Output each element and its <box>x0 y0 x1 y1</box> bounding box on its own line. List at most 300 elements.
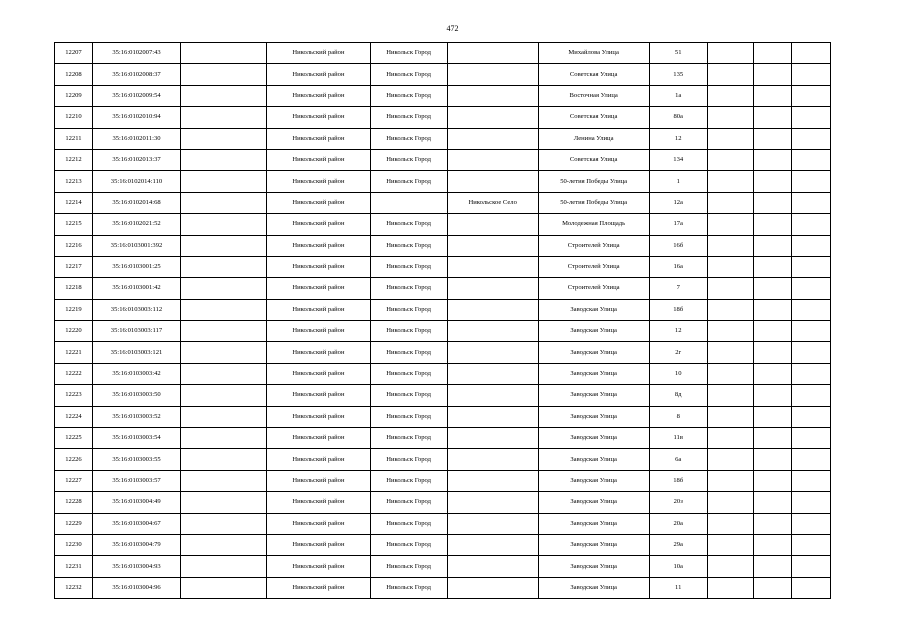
blank-cell <box>754 256 792 277</box>
cadastral-number-cell: 35:16:0103004:67 <box>92 513 180 534</box>
district-cell: Никольский район <box>267 342 371 363</box>
district-cell: Никольский район <box>267 363 371 384</box>
blank-cell <box>707 107 753 128</box>
street-cell: Советская Улица <box>538 149 649 170</box>
blank-cell <box>181 385 267 406</box>
street-cell: Строителей Улица <box>538 235 649 256</box>
table-row <box>55 149 831 170</box>
blank-cell <box>181 128 267 149</box>
house-number-cell: 20а <box>649 513 707 534</box>
house-number-cell: 12а <box>649 192 707 213</box>
city-cell: Никольск Город <box>370 406 447 427</box>
blank-cell <box>791 342 830 363</box>
cadastral-number-cell: 35:16:0103003:112 <box>92 299 180 320</box>
blank-cell <box>181 149 267 170</box>
village-cell <box>447 492 538 513</box>
blank-cell <box>791 278 830 299</box>
house-number-cell: 7 <box>649 278 707 299</box>
blank-cell <box>754 171 792 192</box>
city-cell: Никольск Город <box>370 385 447 406</box>
blank-cell <box>707 556 753 577</box>
house-number-cell: 2г <box>649 342 707 363</box>
cadastral-number-cell: 35:16:0103004:93 <box>92 556 180 577</box>
blank-cell <box>754 85 792 106</box>
blank-cell <box>707 513 753 534</box>
house-number-cell: 16б <box>649 235 707 256</box>
district-cell: Никольский район <box>267 556 371 577</box>
house-number-cell: 11 <box>649 577 707 598</box>
village-cell <box>447 278 538 299</box>
blank-cell <box>707 406 753 427</box>
blank-cell <box>707 577 753 598</box>
blank-cell <box>707 149 753 170</box>
house-number-cell: 80а <box>649 107 707 128</box>
blank-cell <box>181 492 267 513</box>
blank-cell <box>754 470 792 491</box>
table-row <box>55 428 831 449</box>
blank-cell <box>791 299 830 320</box>
blank-cell <box>754 577 792 598</box>
house-number-cell: 16а <box>649 256 707 277</box>
street-cell: 50-летия Победы Улица <box>538 192 649 213</box>
blank-cell <box>754 107 792 128</box>
city-cell: Никольск Город <box>370 513 447 534</box>
table-row <box>55 214 831 235</box>
city-cell: Никольск Город <box>370 85 447 106</box>
cadastral-number-cell: 35:16:0102009:54 <box>92 85 180 106</box>
street-cell: Восточная Улица <box>538 85 649 106</box>
record-number-cell: 12222 <box>55 363 93 384</box>
blank-cell <box>754 43 792 64</box>
house-number-cell: 6а <box>649 449 707 470</box>
blank-cell <box>791 85 830 106</box>
blank-cell <box>754 363 792 384</box>
district-cell: Никольский район <box>267 449 371 470</box>
blank-cell <box>791 428 830 449</box>
street-cell: Заводская Улица <box>538 428 649 449</box>
cadastral-number-cell: 35:16:0103003:57 <box>92 470 180 491</box>
blank-cell <box>707 256 753 277</box>
table-row <box>55 363 831 384</box>
city-cell: Никольск Город <box>370 577 447 598</box>
blank-cell <box>707 192 753 213</box>
village-cell <box>447 64 538 85</box>
cadastral-number-cell: 35:16:0102008:37 <box>92 64 180 85</box>
record-number-cell: 12218 <box>55 278 93 299</box>
district-cell: Никольский район <box>267 513 371 534</box>
blank-cell <box>707 278 753 299</box>
record-number-cell: 12219 <box>55 299 93 320</box>
record-number-cell: 12211 <box>55 128 93 149</box>
street-cell: Заводская Улица <box>538 577 649 598</box>
blank-cell <box>754 534 792 555</box>
district-cell: Никольский район <box>267 107 371 128</box>
city-cell: Никольск Город <box>370 363 447 384</box>
house-number-cell: 134 <box>649 149 707 170</box>
registry-table-body <box>55 43 831 599</box>
house-number-cell: 1 <box>649 171 707 192</box>
district-cell: Никольский район <box>267 43 371 64</box>
city-cell: Никольск Город <box>370 449 447 470</box>
blank-cell <box>181 192 267 213</box>
blank-cell <box>754 214 792 235</box>
house-number-cell: 18б <box>649 470 707 491</box>
village-cell <box>447 85 538 106</box>
house-number-cell: 17а <box>649 214 707 235</box>
cadastral-number-cell: 35:16:0102010:94 <box>92 107 180 128</box>
city-cell: Никольск Город <box>370 214 447 235</box>
table-row <box>55 342 831 363</box>
village-cell <box>447 406 538 427</box>
blank-cell <box>181 107 267 128</box>
district-cell: Никольский район <box>267 192 371 213</box>
blank-cell <box>754 278 792 299</box>
cadastral-number-cell: 35:16:0103003:55 <box>92 449 180 470</box>
district-cell: Никольский район <box>267 492 371 513</box>
cadastral-number-cell: 35:16:0103001:25 <box>92 256 180 277</box>
table-row <box>55 128 831 149</box>
blank-cell <box>181 577 267 598</box>
table-row <box>55 235 831 256</box>
cadastral-number-cell: 35:16:0103004:49 <box>92 492 180 513</box>
blank-cell <box>707 321 753 342</box>
city-cell: Никольск Город <box>370 107 447 128</box>
record-number-cell: 12217 <box>55 256 93 277</box>
city-cell: Никольск Город <box>370 342 447 363</box>
blank-cell <box>181 534 267 555</box>
blank-cell <box>791 556 830 577</box>
blank-cell <box>707 85 753 106</box>
blank-cell <box>754 321 792 342</box>
blank-cell <box>181 214 267 235</box>
table-row <box>55 85 831 106</box>
blank-cell <box>707 428 753 449</box>
blank-cell <box>791 577 830 598</box>
table-row <box>55 492 831 513</box>
village-cell <box>447 235 538 256</box>
district-cell: Никольский район <box>267 85 371 106</box>
blank-cell <box>181 406 267 427</box>
house-number-cell: 10а <box>649 556 707 577</box>
street-cell: Заводская Улица <box>538 449 649 470</box>
district-cell: Никольский район <box>267 577 371 598</box>
cadastral-number-cell: 35:16:0103003:42 <box>92 363 180 384</box>
blank-cell <box>791 43 830 64</box>
blank-cell <box>707 492 753 513</box>
table-row <box>55 321 831 342</box>
table-row <box>55 449 831 470</box>
city-cell: Никольск Город <box>370 171 447 192</box>
blank-cell <box>707 43 753 64</box>
district-cell: Никольский район <box>267 214 371 235</box>
table-row <box>55 577 831 598</box>
street-cell: Заводская Улица <box>538 299 649 320</box>
street-cell: Заводская Улица <box>538 534 649 555</box>
street-cell: Заводская Улица <box>538 492 649 513</box>
page-number: 472 <box>446 24 459 33</box>
table-row <box>55 385 831 406</box>
blank-cell <box>181 64 267 85</box>
cadastral-number-cell: 35:16:0103004:96 <box>92 577 180 598</box>
house-number-cell: 29а <box>649 534 707 555</box>
blank-cell <box>791 107 830 128</box>
street-cell: Заводская Улица <box>538 513 649 534</box>
street-cell: Строителей Улица <box>538 278 649 299</box>
table-row <box>55 299 831 320</box>
district-cell: Никольский район <box>267 256 371 277</box>
blank-cell <box>754 128 792 149</box>
village-cell: Никольское Село <box>447 192 538 213</box>
cadastral-number-cell: 35:16:0103001:392 <box>92 235 180 256</box>
blank-cell <box>791 256 830 277</box>
table-row <box>55 256 831 277</box>
district-cell: Никольский район <box>267 278 371 299</box>
table-row <box>55 43 831 64</box>
village-cell <box>447 385 538 406</box>
city-cell: Никольск Город <box>370 321 447 342</box>
house-number-cell: 8 <box>649 406 707 427</box>
blank-cell <box>707 534 753 555</box>
cadastral-number-cell: 35:16:0103001:42 <box>92 278 180 299</box>
cadastral-number-cell: 35:16:0103003:121 <box>92 342 180 363</box>
record-number-cell: 12208 <box>55 64 93 85</box>
registry-table <box>54 42 831 599</box>
village-cell <box>447 107 538 128</box>
street-cell: Заводская Улица <box>538 321 649 342</box>
record-number-cell: 12225 <box>55 428 93 449</box>
table-row <box>55 107 831 128</box>
record-number-cell: 12214 <box>55 192 93 213</box>
cadastral-number-cell: 35:16:0102021:52 <box>92 214 180 235</box>
city-cell <box>370 192 447 213</box>
village-cell <box>447 513 538 534</box>
record-number-cell: 12210 <box>55 107 93 128</box>
blank-cell <box>791 64 830 85</box>
blank-cell <box>754 492 792 513</box>
blank-cell <box>707 235 753 256</box>
blank-cell <box>791 449 830 470</box>
cadastral-number-cell: 35:16:0103004:79 <box>92 534 180 555</box>
blank-cell <box>791 171 830 192</box>
street-cell: Советская Улица <box>538 107 649 128</box>
city-cell: Никольск Город <box>370 556 447 577</box>
record-number-cell: 12207 <box>55 43 93 64</box>
village-cell <box>447 577 538 598</box>
district-cell: Никольский район <box>267 128 371 149</box>
village-cell <box>447 363 538 384</box>
village-cell <box>447 256 538 277</box>
blank-cell <box>754 64 792 85</box>
blank-cell <box>754 149 792 170</box>
village-cell <box>447 534 538 555</box>
district-cell: Никольский район <box>267 406 371 427</box>
street-cell: Михайлова Улица <box>538 43 649 64</box>
table-row <box>55 192 831 213</box>
blank-cell <box>181 235 267 256</box>
city-cell: Никольск Город <box>370 492 447 513</box>
blank-cell <box>707 214 753 235</box>
district-cell: Никольский район <box>267 235 371 256</box>
village-cell <box>447 171 538 192</box>
blank-cell <box>791 470 830 491</box>
blank-cell <box>754 342 792 363</box>
cadastral-number-cell: 35:16:0102013:37 <box>92 149 180 170</box>
cadastral-number-cell: 35:16:0103003:50 <box>92 385 180 406</box>
blank-cell <box>707 342 753 363</box>
blank-cell <box>754 235 792 256</box>
record-number-cell: 12229 <box>55 513 93 534</box>
cadastral-number-cell: 35:16:0102014:110 <box>92 171 180 192</box>
district-cell: Никольский район <box>267 171 371 192</box>
table-row <box>55 278 831 299</box>
cadastral-number-cell: 35:16:0102007:43 <box>92 43 180 64</box>
blank-cell <box>754 299 792 320</box>
record-number-cell: 12223 <box>55 385 93 406</box>
cadastral-number-cell: 35:16:0103003:52 <box>92 406 180 427</box>
record-number-cell: 12227 <box>55 470 93 491</box>
district-cell: Никольский район <box>267 64 371 85</box>
street-cell: Строителей Улица <box>538 256 649 277</box>
record-number-cell: 12212 <box>55 149 93 170</box>
village-cell <box>447 214 538 235</box>
city-cell: Никольск Город <box>370 64 447 85</box>
table-row <box>55 171 831 192</box>
city-cell: Никольск Город <box>370 149 447 170</box>
city-cell: Никольск Город <box>370 128 447 149</box>
table-row <box>55 513 831 534</box>
cadastral-number-cell: 35:16:0103003:117 <box>92 321 180 342</box>
blank-cell <box>754 406 792 427</box>
blank-cell <box>181 85 267 106</box>
city-cell: Никольск Город <box>370 278 447 299</box>
blank-cell <box>181 321 267 342</box>
street-cell: Заводская Улица <box>538 342 649 363</box>
village-cell <box>447 321 538 342</box>
house-number-cell: 18б <box>649 299 707 320</box>
blank-cell <box>791 406 830 427</box>
street-cell: Заводская Улица <box>538 470 649 491</box>
blank-cell <box>181 299 267 320</box>
street-cell: Ленина Улица <box>538 128 649 149</box>
district-cell: Никольский район <box>267 470 371 491</box>
house-number-cell: 11в <box>649 428 707 449</box>
district-cell: Никольский район <box>267 534 371 555</box>
record-number-cell: 12224 <box>55 406 93 427</box>
street-cell: Заводская Улица <box>538 406 649 427</box>
village-cell <box>447 556 538 577</box>
village-cell <box>447 449 538 470</box>
record-number-cell: 12216 <box>55 235 93 256</box>
cadastral-number-cell: 35:16:0102014:68 <box>92 192 180 213</box>
record-number-cell: 12209 <box>55 85 93 106</box>
village-cell <box>447 470 538 491</box>
village-cell <box>447 149 538 170</box>
street-cell: Заводская Улица <box>538 385 649 406</box>
table-row <box>55 556 831 577</box>
table-row <box>55 64 831 85</box>
record-number-cell: 12232 <box>55 577 93 598</box>
record-number-cell: 12226 <box>55 449 93 470</box>
cadastral-number-cell: 35:16:0102011:30 <box>92 128 180 149</box>
street-cell: Советская Улица <box>538 64 649 85</box>
blank-cell <box>791 321 830 342</box>
blank-cell <box>707 64 753 85</box>
street-cell: 50-летия Победы Улица <box>538 171 649 192</box>
city-cell: Никольск Город <box>370 534 447 555</box>
table-row <box>55 406 831 427</box>
city-cell: Никольск Город <box>370 470 447 491</box>
record-number-cell: 12221 <box>55 342 93 363</box>
house-number-cell: 20з <box>649 492 707 513</box>
street-cell: Заводская Улица <box>538 363 649 384</box>
blank-cell <box>181 449 267 470</box>
blank-cell <box>181 43 267 64</box>
record-number-cell: 12220 <box>55 321 93 342</box>
blank-cell <box>791 534 830 555</box>
city-cell: Никольск Город <box>370 43 447 64</box>
blank-cell <box>181 556 267 577</box>
blank-cell <box>181 256 267 277</box>
blank-cell <box>791 214 830 235</box>
record-number-cell: 12231 <box>55 556 93 577</box>
blank-cell <box>181 342 267 363</box>
table-row <box>55 470 831 491</box>
blank-cell <box>707 470 753 491</box>
record-number-cell: 12230 <box>55 534 93 555</box>
blank-cell <box>754 556 792 577</box>
blank-cell <box>707 128 753 149</box>
blank-cell <box>707 385 753 406</box>
district-cell: Никольский район <box>267 428 371 449</box>
blank-cell <box>181 470 267 491</box>
blank-cell <box>707 449 753 470</box>
blank-cell <box>181 171 267 192</box>
house-number-cell: 51 <box>649 43 707 64</box>
blank-cell <box>791 492 830 513</box>
record-number-cell: 12213 <box>55 171 93 192</box>
blank-cell <box>754 449 792 470</box>
blank-cell <box>754 385 792 406</box>
blank-cell <box>707 299 753 320</box>
record-number-cell: 12215 <box>55 214 93 235</box>
village-cell <box>447 299 538 320</box>
house-number-cell: 12 <box>649 321 707 342</box>
district-cell: Никольский район <box>267 321 371 342</box>
city-cell: Никольск Город <box>370 428 447 449</box>
blank-cell <box>181 278 267 299</box>
house-number-cell: 10 <box>649 363 707 384</box>
table-row <box>55 534 831 555</box>
district-cell: Никольский район <box>267 299 371 320</box>
village-cell <box>447 128 538 149</box>
village-cell <box>447 342 538 363</box>
blank-cell <box>754 513 792 534</box>
blank-cell <box>791 513 830 534</box>
blank-cell <box>707 363 753 384</box>
village-cell <box>447 428 538 449</box>
house-number-cell: 135 <box>649 64 707 85</box>
house-number-cell: 8д <box>649 385 707 406</box>
city-cell: Никольск Город <box>370 299 447 320</box>
blank-cell <box>791 385 830 406</box>
blank-cell <box>181 513 267 534</box>
blank-cell <box>791 363 830 384</box>
blank-cell <box>791 235 830 256</box>
blank-cell <box>791 149 830 170</box>
street-cell: Заводская Улица <box>538 556 649 577</box>
district-cell: Никольский район <box>267 385 371 406</box>
house-number-cell: 12 <box>649 128 707 149</box>
